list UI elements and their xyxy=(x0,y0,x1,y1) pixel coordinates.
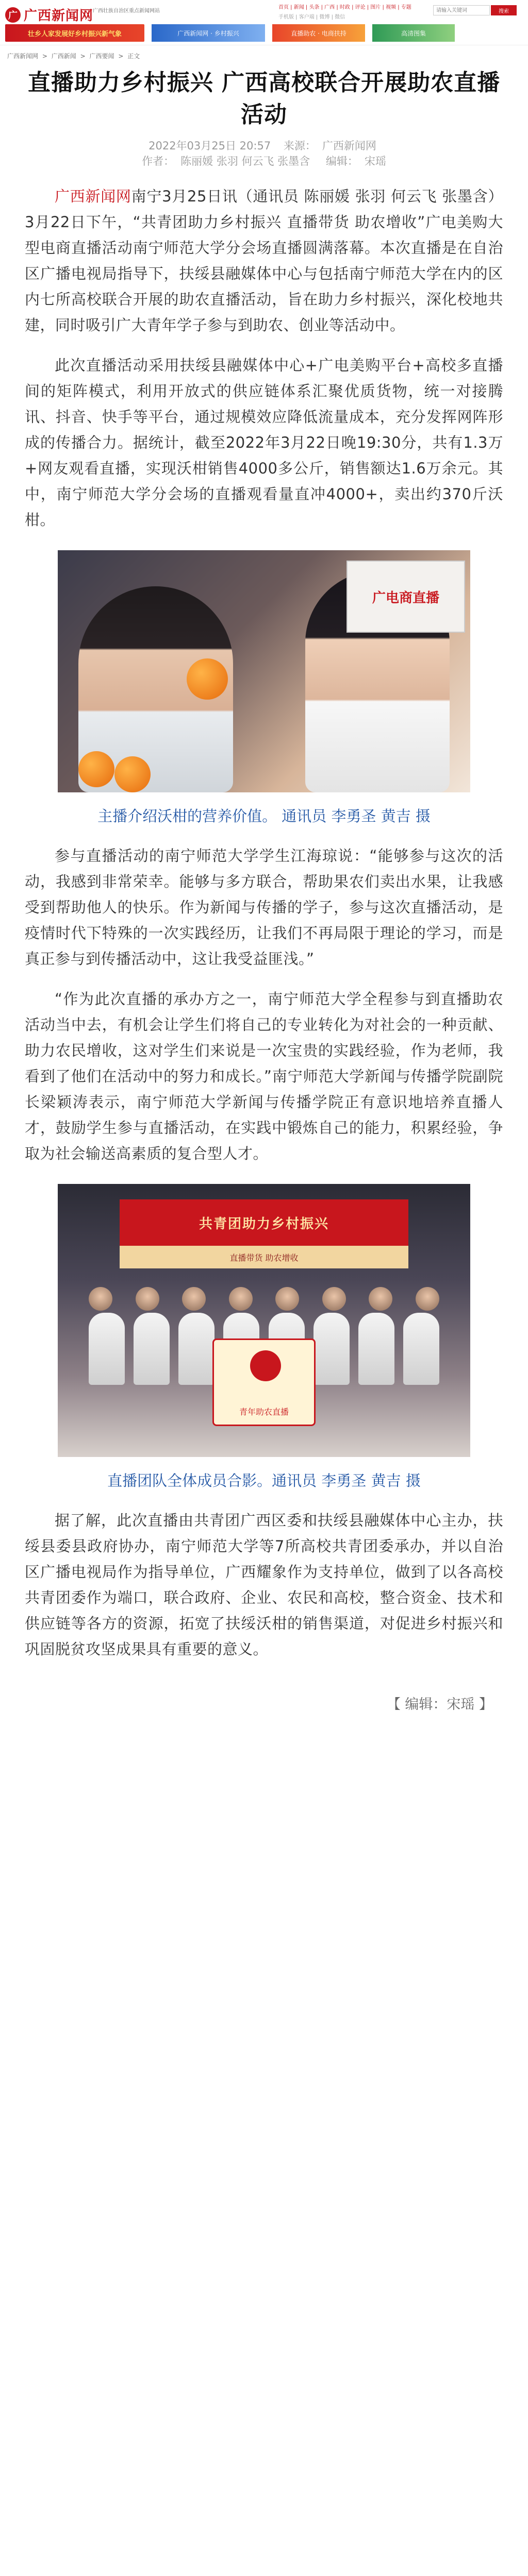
paragraph-1-text: 南宁3月25日讯（通讯员 陈丽媛 张羽 何云飞 张墨含）3月22日下午，“共青团助力乡村振兴 直播带货 助农增收”广电美购大型电商直播活动南宁师范大学分会场直播圆满落幕。本次直播是在自治区广播电视局指导下，扶绥县融媒体中心与包括南宁师范大学在内的区内七所高校联合开展的助农直播活动，旨在助力乡村振兴，深化校地共建，同时吸引广大青年学子参与到助农、创业等活动中。 xyxy=(25,188,503,334)
breadcrumb-sep: > xyxy=(118,53,124,60)
site-header xyxy=(0,0,528,45)
article-date: 2022年03月25日 20:57 xyxy=(148,140,271,152)
author-label: 作者： xyxy=(142,155,175,167)
editor-note-name: 宋瑶 xyxy=(447,1697,475,1713)
photo-caption-2: 直播团队全体成员合影。通讯员 李勇圣 黄吉 摄 xyxy=(107,1472,421,1489)
photo-caption-1: 主播介绍沃柑的营养价值。 通讯员 李勇圣 黄吉 摄 xyxy=(97,807,431,825)
article-meta xyxy=(25,138,503,169)
paragraph-4: “作为此次直播的承办方之一，南宁师范大学全程参与到直播助农活动当中去，有机会让学生们将自己的专业转化为对社会的一种贡献、助力农民增收，这对学生们来说是一次宝贵的实践经验，作为老师，我看到了他们在活动中的努力和成长。”南宁师范大学新闻与传播学院副院长梁颖涛表示，南宁师范大学新闻与传播学院正有意识地培养直播人才，鼓励学生参与直播活动，在实践中锻炼自己的能力，积累经验，争取为社会输送高素质的复合型人才。 xyxy=(25,990,503,1162)
breadcrumb-sep: > xyxy=(42,53,47,60)
banner-bar xyxy=(0,21,528,45)
article-title: 直播助力乡村振兴 广西高校联合开展助农直播活动 xyxy=(27,70,501,128)
source-label: 来源： xyxy=(283,140,316,152)
logo-mark-icon: 广 xyxy=(5,7,21,23)
breadcrumb-sep: > xyxy=(80,53,86,60)
breadcrumb-section[interactable]: 广西新闻 xyxy=(51,53,76,60)
photo-screen: 广电商直播 xyxy=(346,561,465,633)
banner-ad-2[interactable]: 直播助农 · 电商扶持 xyxy=(272,24,365,42)
photo-group[interactable] xyxy=(58,1184,470,1457)
orange-shape xyxy=(78,751,114,787)
paragraph-3: 参与直播活动的南宁师范大学学生江海琼说：“能够参与这次的活动，我感到非常荣幸。能够与多方联合，帮助果农们卖出水果，让我感受到帮助他人的快乐。作为新闻与传播的学子，参与这次直播活动，是疫情时代下特殊的一次实践经历，让我们不再局限于理论的学习，而是真正参与到传播活动中，这让我受益匪浅。” xyxy=(25,847,503,968)
breadcrumb xyxy=(7,52,142,60)
editor-label: 编辑： xyxy=(325,155,358,167)
photo-flag-text: 青年助农直播 xyxy=(239,1407,289,1417)
article xyxy=(25,67,503,1713)
orange-shape xyxy=(187,658,228,700)
search-button[interactable]: 搜索 xyxy=(491,5,517,15)
search-input[interactable] xyxy=(433,5,490,15)
photo-flag xyxy=(212,1338,316,1426)
header-nav-links[interactable]: 首页 | 新闻 | 头条 | 广西 | 时政 | 评论 | 图片 | 视频 | 专题 xyxy=(278,5,411,10)
editor-note xyxy=(25,1693,503,1713)
header-app-links[interactable]: 手机版 | 客户端 | 微博 | 微信 xyxy=(278,14,345,20)
article-authors: 陈丽媛 张羽 何云飞 张墨含 xyxy=(180,155,310,167)
photo-people-row xyxy=(89,1287,439,1311)
orange-shape xyxy=(114,756,151,792)
flag-emblem-icon xyxy=(250,1350,281,1381)
photo-banner-sub: 直播带货 助农增收 xyxy=(120,1246,408,1268)
breadcrumb-sub[interactable]: 广西要闻 xyxy=(89,53,114,60)
paragraph-5: 据了解，此次直播由共青团广西区委和扶绥县融媒体中心主办，扶绥县委县政府协办，南宁师范大学等7所高校共青团委承办，并以自治区广播电视局作为指导单位，广西耀象作为支持单位，做到了以各高校共青团委作为端口，联合政府、企业、农民和高校，整合资金、技术和供应链等各方的资源，拓宽了扶绥沃柑的销售渠道，对促进乡村振兴和巩固脱贫攻坚成果具有重要的意义。 xyxy=(25,1512,503,1658)
article-source[interactable]: 广西新闻网 xyxy=(322,140,376,152)
breadcrumb-current: 正文 xyxy=(127,53,140,60)
banner-ad-3[interactable]: 高清图集 xyxy=(372,24,455,42)
editor-bracket-open: 【 xyxy=(386,1697,401,1713)
photo-anchors[interactable] xyxy=(58,550,470,792)
breadcrumb-home[interactable]: 广西新闻网 xyxy=(7,53,39,60)
banner-main[interactable]: 壮乡人家发展好乡村振兴新气象 xyxy=(5,24,144,42)
logo-subtitle: 广西壮族自治区重点新闻网站 xyxy=(93,8,160,14)
photo-banner: 共青团助力乡村振兴 xyxy=(120,1199,408,1246)
banner-ad-1[interactable]: 广西新闻网 · 乡村振兴 xyxy=(152,24,265,42)
site-name: 广西新闻网 xyxy=(24,8,94,24)
editor-note-label: 编辑： xyxy=(405,1697,447,1713)
source-link[interactable]: 广西新闻网 xyxy=(55,188,131,205)
paragraph-2: 此次直播活动采用扶绥县融媒体中心+广电美购平台+高校多直播间的矩阵模式，利用开放式的供应链体系汇聚优质货物，统一对接腾讯、抖音、快手等平台，通过规模效应降低流量成本，充分发挥网阵形成的传播合力。据统计，截至2022年3月22日晚19:30分，共有1.3万+网友观看直播，实现沃柑销售4000多公斤，销售额达1.6万余元。其中，南宁师范大学分会场的直播观看量直冲4000+，卖出约370斤沃柑。 xyxy=(25,357,503,529)
editor-bracket-close: 】 xyxy=(479,1697,493,1713)
article-editor: 宋瑶 xyxy=(364,155,386,167)
paragraph-1 xyxy=(25,183,503,338)
